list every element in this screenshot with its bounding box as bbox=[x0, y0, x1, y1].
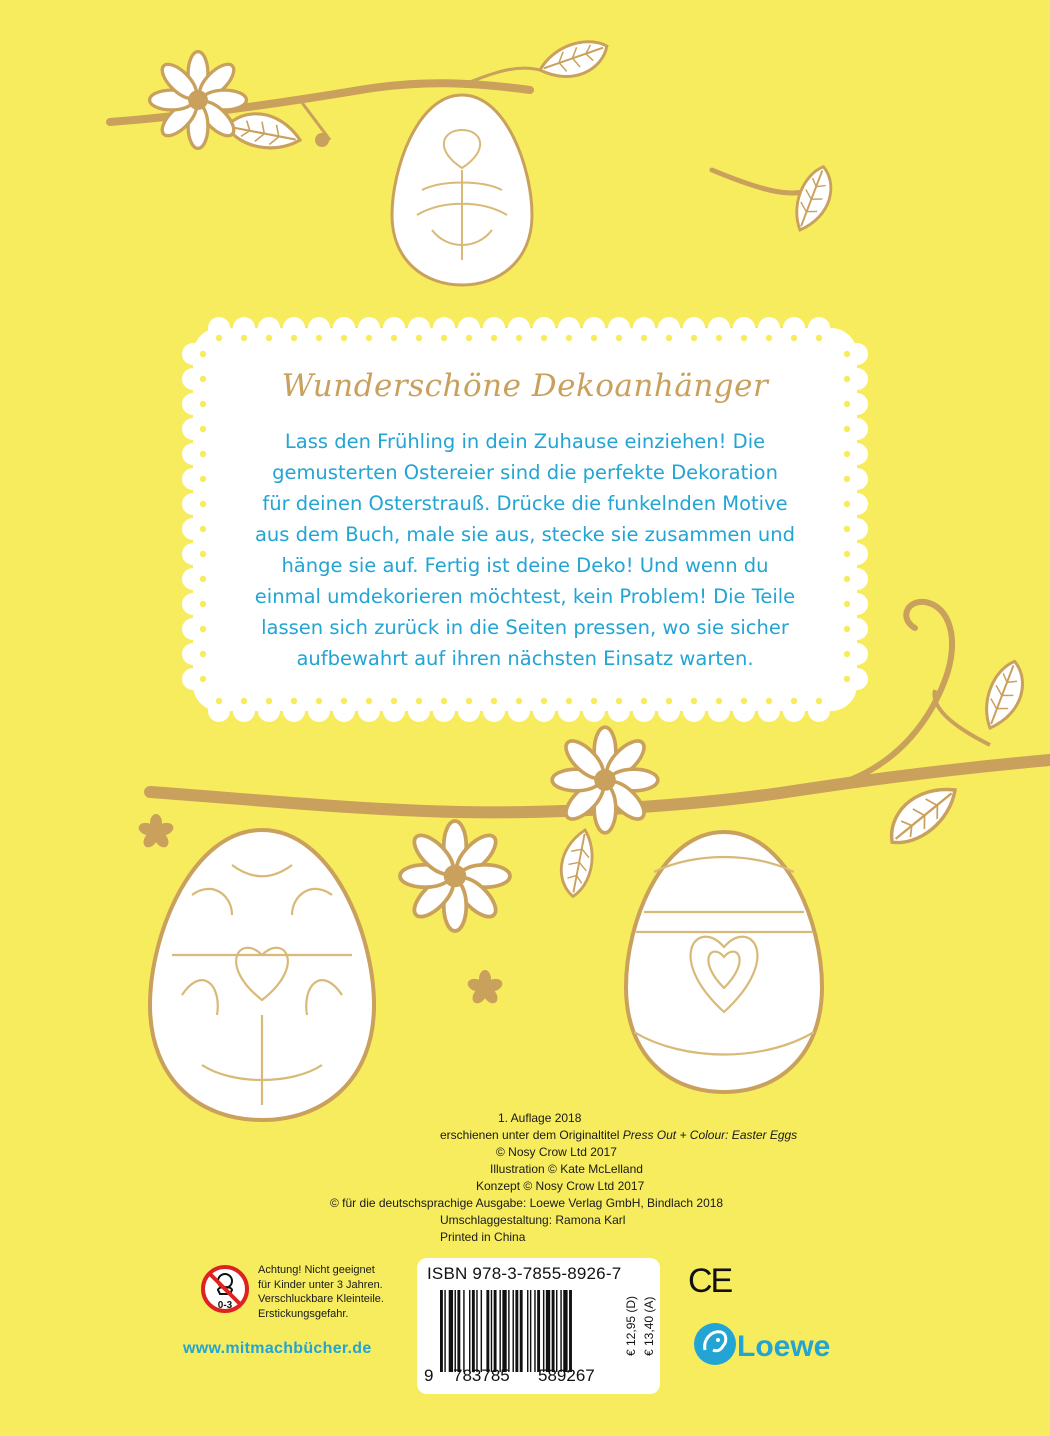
barcode-bar bbox=[527, 1290, 528, 1372]
barcode-bar bbox=[515, 1290, 518, 1372]
barcode-bar bbox=[563, 1290, 567, 1372]
description-line: Lass den Frühling in dein Zuhause einziehen! Die bbox=[284, 430, 766, 453]
barcode-digits-right: 589267 bbox=[538, 1366, 595, 1385]
top-egg bbox=[392, 95, 532, 285]
barcode-bar bbox=[508, 1290, 509, 1372]
left-egg bbox=[150, 830, 374, 1120]
warning-line: Erstickungsgefahr. bbox=[258, 1307, 349, 1320]
barcode-bar bbox=[520, 1290, 523, 1372]
barcode-bar bbox=[513, 1290, 514, 1372]
barcode-bar bbox=[444, 1290, 445, 1372]
barcode bbox=[440, 1290, 612, 1372]
cover-design-line: Umschlaggestaltung: Ramona Karl bbox=[440, 1213, 626, 1227]
german-edition-line: © für die deutschsprachige Ausgabe: Loewe Verlag GmbH, Bindlach 2018 bbox=[330, 1196, 724, 1210]
barcode-bar bbox=[546, 1290, 550, 1372]
barcode-bar bbox=[440, 1290, 443, 1372]
barcode-bar bbox=[469, 1290, 470, 1372]
barcode-bar bbox=[486, 1290, 489, 1372]
barcode-bar bbox=[449, 1290, 453, 1372]
price-germany: € 12,95 (D) bbox=[624, 1295, 638, 1356]
original-title-line bbox=[430, 1127, 910, 1144]
barcode-bar bbox=[543, 1290, 544, 1372]
original-title-prefix: erschienen unter dem Originaltitel bbox=[440, 1128, 623, 1142]
barcode-digits-left: 783785 bbox=[453, 1366, 510, 1385]
ce-mark: CE bbox=[688, 1262, 732, 1300]
loewe-logo bbox=[693, 1320, 863, 1368]
publisher-name: Loewe bbox=[737, 1330, 831, 1363]
safety-warning bbox=[258, 1263, 408, 1321]
barcode-bar bbox=[552, 1290, 555, 1372]
panel-description bbox=[232, 426, 818, 674]
description-line: aus dem Buch, male sie aus, stecke sie zusammen und bbox=[254, 523, 796, 546]
description-line: für deinen Osterstrauß. Drücke die funkelnden Motive bbox=[262, 492, 788, 515]
price-austria: € 13,40 (A) bbox=[642, 1296, 656, 1356]
barcode-bar bbox=[556, 1290, 557, 1372]
barcode-digit-first: 9 bbox=[424, 1366, 434, 1385]
barcode-bar bbox=[499, 1290, 500, 1372]
website-link[interactable]: www.mitmachbücher.de bbox=[183, 1340, 372, 1357]
description-line: hänge sie auf. Fertig ist deine Deko! Und wenn du bbox=[281, 554, 769, 577]
barcode-bar bbox=[472, 1290, 475, 1372]
barcode-bar bbox=[502, 1290, 506, 1372]
isbn-number: ISBN 978-3-7855-8926-7 bbox=[427, 1264, 622, 1283]
barcode-bar bbox=[569, 1290, 572, 1372]
barcode-bar bbox=[530, 1290, 531, 1372]
description-line: gemusterten Ostereier sind die perfekte Dekoration bbox=[272, 461, 778, 484]
barcode-bar bbox=[534, 1290, 535, 1372]
description-line: aufbewahrt auf ihren nächsten Einsatz warten. bbox=[296, 647, 754, 670]
warning-line: Verschluckbare Kleinteile. bbox=[258, 1293, 384, 1305]
printed-line: Printed in China bbox=[440, 1230, 526, 1244]
age-warning-label: 0-3 bbox=[217, 1300, 233, 1311]
illustration-line: Illustration © Kate McLelland bbox=[490, 1162, 643, 1176]
original-title: Press Out + Colour: Easter Eggs bbox=[622, 1128, 798, 1142]
barcode-bar bbox=[560, 1290, 561, 1372]
right-egg bbox=[626, 832, 822, 1092]
barcode-bar bbox=[537, 1290, 540, 1372]
barcode-bar bbox=[494, 1290, 497, 1372]
barcode-bar bbox=[491, 1290, 492, 1372]
description-line: lassen sich zurück in die Seiten pressen, wo sie sicher bbox=[261, 616, 789, 639]
panel-title: Wunderschöne Dekoanhänger bbox=[281, 368, 769, 404]
copyright-line: © Nosy Crow Ltd 2017 bbox=[496, 1145, 617, 1159]
barcode-bar bbox=[463, 1290, 464, 1372]
edition-line: 1. Auflage 2018 bbox=[498, 1111, 582, 1125]
barcode-bar bbox=[476, 1290, 477, 1372]
age-warning-icon bbox=[200, 1264, 250, 1314]
warning-line: für Kinder unter 3 Jahren. bbox=[258, 1278, 383, 1291]
barcode-bar bbox=[457, 1290, 460, 1372]
imprint-credits bbox=[330, 1110, 910, 1246]
description-line: einmal umdekorieren möchtest, kein Problem! Die Teile bbox=[254, 585, 796, 608]
barcode-bar bbox=[455, 1290, 456, 1372]
concept-line: Konzept © Nosy Crow Ltd 2017 bbox=[476, 1179, 645, 1193]
warning-line: Achtung! Nicht geeignet bbox=[258, 1264, 375, 1276]
barcode-bar bbox=[481, 1290, 482, 1372]
